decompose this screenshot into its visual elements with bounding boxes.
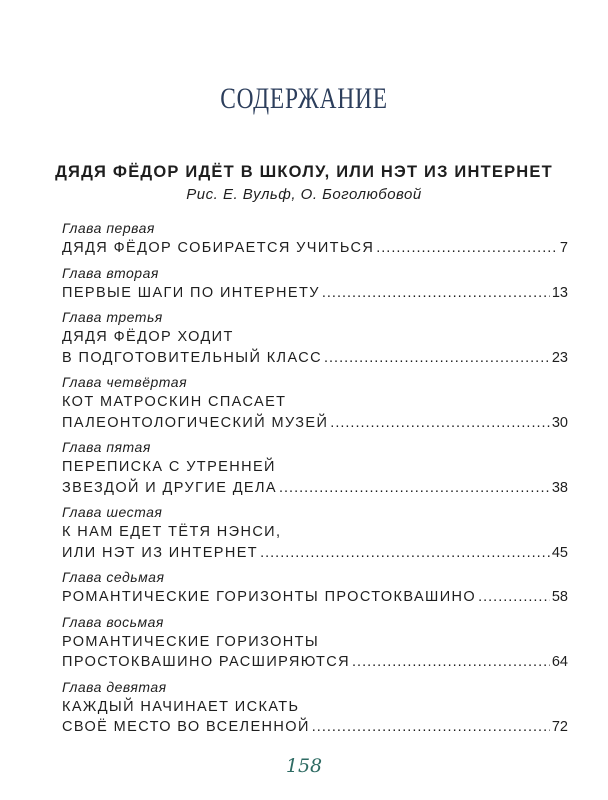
chapter-page-number: 72 xyxy=(551,719,568,735)
dot-leader xyxy=(279,478,550,499)
chapter-title-last-line xyxy=(62,283,568,304)
chapter-title-last-line xyxy=(62,478,568,499)
chapter-page-number: 64 xyxy=(551,654,568,670)
chapter-title-text: ЗВЕЗДОЙ И ДРУГИЕ ДЕЛА xyxy=(62,479,277,496)
chapter-title-last-line xyxy=(62,717,568,738)
page-number: 158 xyxy=(285,755,323,777)
chapter-title-last-line xyxy=(62,238,568,259)
toc-entry xyxy=(62,218,568,259)
chapter-title-text: РОМАНТИЧЕСКИЕ ГОРИЗОНТЫ ПРОСТОКВАШИНО xyxy=(62,589,477,605)
chapter-title-last-line xyxy=(62,652,568,673)
chapter-page-number: 13 xyxy=(551,284,568,301)
dot-leader xyxy=(330,413,550,434)
chapter-page-number: 23 xyxy=(551,349,568,366)
dot-leader xyxy=(312,717,550,738)
chapter-title-text: ПЕРВЫЕ ШАГИ ПО ИНТЕРНЕТУ xyxy=(62,284,320,301)
chapter-title-line: ДЯДЯ ФЁДОР ХОДИТ xyxy=(62,329,234,345)
chapter-page-number: 45 xyxy=(551,544,568,561)
chapter-page-number: 7 xyxy=(559,240,568,256)
chapter-page-number: 38 xyxy=(551,479,568,496)
chapter-title-line: К НАМ ЕДЕТ ТЁТЯ НЭНСИ, xyxy=(62,524,282,540)
chapter-title-text: СВОЁ МЕСТО ВО ВСЕЛЕННОЙ xyxy=(62,719,310,735)
chapter-label: Глава пятая xyxy=(62,439,151,455)
page-title: СОДЕРЖАНИЕ xyxy=(220,82,388,115)
chapter-title-last-line xyxy=(62,348,568,369)
chapter-title-last-line xyxy=(62,543,568,564)
toc-entry xyxy=(62,372,568,433)
toc-entry xyxy=(62,263,568,304)
chapter-label: Глава шестая xyxy=(62,504,163,520)
chapter-title-last-line xyxy=(62,587,568,608)
chapter-label: Глава четвёртая xyxy=(62,374,188,390)
chapter-title-line: КОТ МАТРОСКИН СПАСАЕТ xyxy=(62,394,287,410)
dot-leader xyxy=(324,348,550,369)
chapter-label: Глава вторая xyxy=(62,264,159,281)
chapter-page-number: 30 xyxy=(551,414,568,431)
dot-leader xyxy=(352,652,550,673)
book-title: ДЯДЯ ФЁДОР ИДЁТ В ШКОЛУ, ИЛИ НЭТ ИЗ ИНТЕРНЕТ xyxy=(55,163,553,181)
chapter-title-line: РОМАНТИЧЕСКИЕ ГОРИЗОНТЫ xyxy=(62,633,320,650)
table-of-contents xyxy=(62,218,568,742)
chapter-label: Глава первая xyxy=(62,220,155,236)
toc-entry xyxy=(62,567,568,608)
chapter-page-number: 58 xyxy=(551,589,568,605)
chapter-title-text: ПРОСТОКВАШИНО РАСШИРЯЮТСЯ xyxy=(62,654,351,670)
chapter-label: Глава третья xyxy=(62,309,163,325)
toc-entry xyxy=(62,437,568,498)
illustrator-credit: Рис. Е. Вульф, О. Боголюбовой xyxy=(186,186,422,203)
chapter-title-text: ИЛИ НЭТ ИЗ ИНТЕРНЕТ xyxy=(62,544,259,561)
chapter-label: Глава восьмая xyxy=(62,613,164,630)
chapter-title-text: ПАЛЕОНТОЛОГИЧЕСКИЙ МУЗЕЙ xyxy=(62,414,329,431)
chapter-label: Глава девятая xyxy=(62,678,167,695)
chapter-title-text: В ПОДГОТОВИТЕЛЬНЫЙ КЛАСС xyxy=(62,349,322,366)
chapter-title-line: КАЖДЫЙ НАЧИНАЕТ ИСКАТЬ xyxy=(62,698,300,715)
dot-leader xyxy=(478,587,550,608)
chapter-title-line: ПЕРЕПИСКА С УТРЕННЕЙ xyxy=(62,459,276,475)
dot-leader xyxy=(260,543,550,564)
dot-leader xyxy=(376,238,558,259)
toc-entry xyxy=(62,307,568,368)
toc-entry xyxy=(62,677,568,738)
chapter-label: Глава седьмая xyxy=(62,569,165,585)
toc-entry xyxy=(62,612,568,673)
dot-leader xyxy=(322,283,550,304)
chapter-title-last-line xyxy=(62,413,568,434)
toc-entry xyxy=(62,502,568,563)
chapter-title-text: ДЯДЯ ФЁДОР СОБИРАЕТСЯ УЧИТЬСЯ xyxy=(62,240,375,256)
